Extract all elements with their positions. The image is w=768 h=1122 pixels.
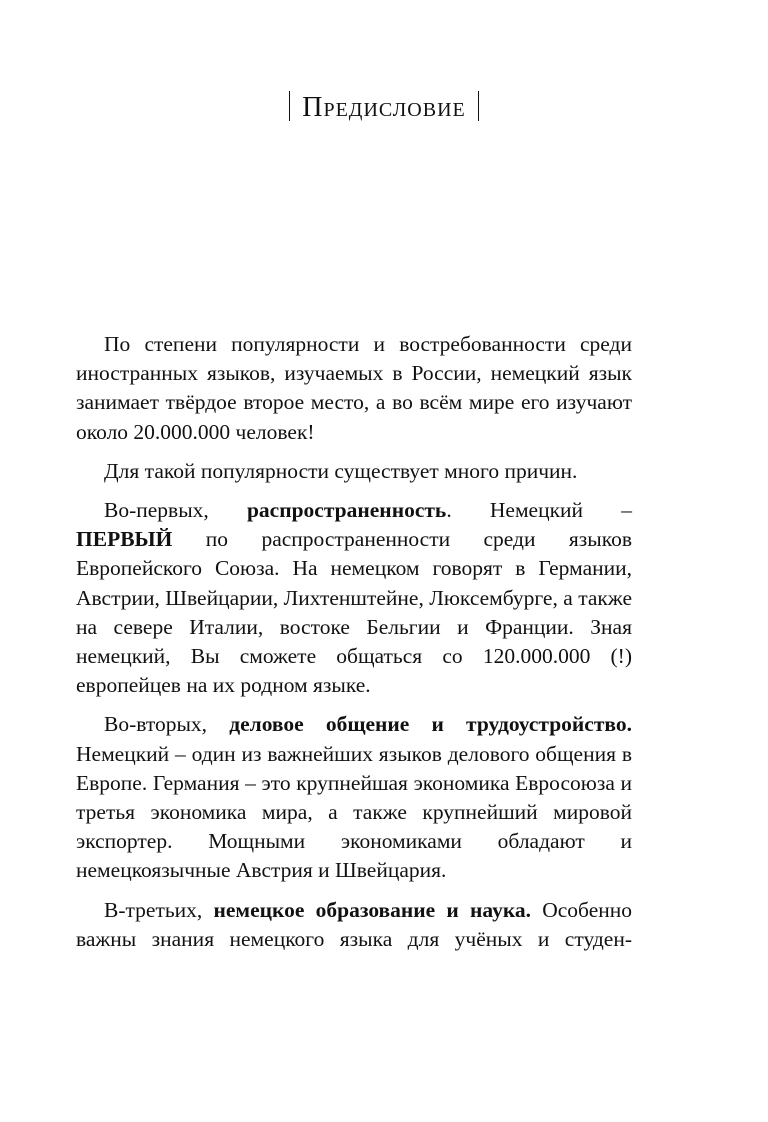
paragraph-3-text: . Немецкий –: [446, 498, 632, 523]
paragraph-5-lead: В-третьих,: [104, 897, 214, 922]
paragraph-3-bold-term: распространенность: [246, 498, 447, 523]
paragraph-5: [76, 896, 632, 954]
paragraph-1-text: По степени популярности и востребованности среди иностранных языков, изучаемых в России, немецкий язык занимает твёрдое второе место, а во всём мире его изучают около 20.000.000 человек!: [76, 332, 632, 444]
paragraph-3-lead: Во-первых,: [104, 498, 247, 523]
page-heading: [0, 88, 768, 128]
heading-left-rule: [289, 91, 290, 121]
paragraph-3-rest: по распространенности среди языков Европейского Союза. На немецком говорят в Германии, Австрии, Швейцарии, Лихтенштейне, Люксембурге, а также на севере Италии, востоке Бельгии и Франции. Зная немецкий, Вы сможете общаться со 120.000.000 (!) европейцев на их родном языке.: [76, 527, 632, 698]
paragraph-5-rest: Особенно важны знания немецкого языка для учёных и студен-: [76, 897, 633, 951]
paragraph-1: [76, 330, 632, 447]
paragraph-4: [76, 710, 632, 885]
paragraph-2: [76, 457, 632, 486]
paragraph-3: [76, 496, 632, 700]
paragraph-4-lead: Во-вторых,: [104, 712, 230, 737]
page-title: Предисловие: [302, 92, 466, 123]
heading-right-rule: [478, 91, 479, 121]
paragraph-3-bold-emphasis: ПЕРВЫЙ: [76, 527, 173, 552]
paragraph-4-rest: Немецкий – один из важнейших языков делового общения в Европе. Германия – это крупнейшая экономика Евросоюза и третья экономика мира, а также крупнейший мировой экспортер. Мощными экономиками обладают и немецкоязычные Австрия и Швейцария.: [76, 741, 632, 883]
paragraph-4-bold-term: деловое общение и трудоустройство.: [229, 712, 632, 737]
body-text: [76, 330, 632, 964]
paragraph-5-bold-term: немецкое образование и наука.: [213, 897, 532, 922]
paragraph-2-text: Для такой популярности существует много причин.: [104, 458, 578, 483]
